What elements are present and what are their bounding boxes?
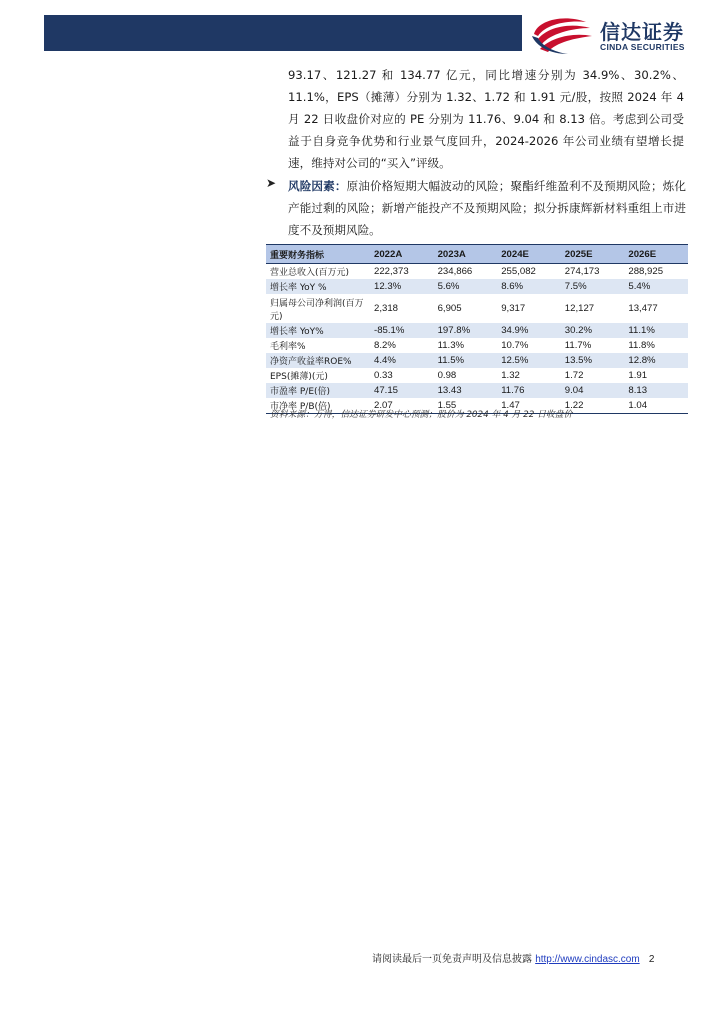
table-cell: 30.2%	[561, 323, 625, 338]
table-cell: 13.43	[434, 383, 498, 398]
row-label: 增长率 YoY%	[266, 323, 370, 338]
row-label: 市盈率 P/E(倍)	[266, 383, 370, 398]
table-cell: 47.15	[370, 383, 434, 398]
row-label: EPS(摊薄)(元)	[270, 372, 328, 382]
table-cell: 9.04	[561, 383, 625, 398]
risk-text: 原油价格短期大幅波动的风险；聚酯纤维盈利不及预期风险；炼化产能过剩的风险；新增产能投产不及预期风险；拟分拆康辉新材料重组上市进度不及预期风险。	[288, 179, 686, 237]
table-cell: 5.6%	[434, 279, 498, 294]
table-row	[266, 279, 688, 294]
table-cell: 12.5%	[497, 353, 561, 368]
table-cell: 11.7%	[564, 340, 592, 351]
table-cell: 8.2%	[374, 340, 396, 351]
table-cell: 8.6%	[497, 279, 561, 294]
table-cell: 11.5%	[434, 353, 498, 368]
table-row	[266, 383, 688, 398]
table-row	[266, 323, 688, 338]
table-cell: 11.1%	[624, 323, 688, 338]
header-bar	[44, 15, 522, 51]
table-cell: 2.07	[370, 398, 434, 414]
table-cell: 8.13	[624, 383, 688, 398]
footer-website-link[interactable]: http://www.cindasc.com	[535, 954, 640, 965]
table-cell: 12.3%	[370, 279, 434, 294]
logo-chinese-name: 信达证券	[600, 20, 684, 44]
page-footer	[372, 950, 654, 965]
table-cell: 1.32	[501, 370, 520, 381]
table-row	[266, 368, 688, 383]
table-header-row	[266, 245, 688, 264]
risk-section	[266, 175, 686, 241]
table-cell: 1.55	[434, 398, 498, 414]
logo-english-name: CINDA SECURITIES	[600, 42, 685, 52]
table-cell: 0.33	[374, 370, 393, 381]
table-row	[266, 294, 688, 323]
table-cell: 288,925	[628, 266, 664, 277]
table-cell: 4.4%	[370, 353, 434, 368]
table-header-cell: 2024E	[497, 245, 561, 264]
table-header-cell: 2026E	[624, 245, 688, 264]
body-paragraph: 93.17、121.27 和 134.77 亿元，同比增速分别为 34.9%、30.2%、11.1%，EPS（摊薄）分别为 1.32、1.72 和 1.91 元/股，按照 2024 年 4 月 22 日收盘价对应的 PE 分别为 11.76、9.04 和 8.13 倍。考虑到公司受益于自身竞争优势和行业景气度回升，2024-2026 年公司业绩有望增长提速，维持对公司的“买入”评级。	[288, 68, 684, 170]
table-header-cell: 重要财务指标	[266, 245, 370, 264]
row-label: 毛利率%	[270, 342, 306, 352]
table-cell: 9,317	[501, 303, 526, 314]
table-cell: 12.8%	[624, 353, 688, 368]
table-cell: 13,477	[628, 303, 658, 314]
table-cell: 274,173	[564, 266, 600, 277]
bullet-arrow-icon: ➤	[266, 176, 277, 190]
table-header-cell: 2023A	[434, 245, 498, 264]
table-cell: 11.8%	[628, 340, 655, 351]
cinda-logo-icon	[528, 12, 596, 56]
table-cell: 34.9%	[497, 323, 561, 338]
financial-indicators-table	[266, 244, 688, 414]
table-cell: 13.5%	[561, 353, 625, 368]
table-cell: 1.22	[561, 398, 625, 414]
row-label: 归属母公司净利润(百万元)	[270, 298, 364, 322]
table-cell: 255,082	[501, 266, 536, 277]
table-cell: 197.8%	[434, 323, 498, 338]
table-row	[266, 353, 688, 368]
table-cell: 0.98	[437, 370, 457, 381]
row-label: 营业总收入(百万元)	[270, 268, 350, 278]
table-cell: 11.3%	[437, 340, 465, 351]
table-header-cell: 2025E	[561, 245, 625, 264]
table-cell: 6,905	[437, 303, 462, 314]
table-cell: 1.72	[564, 370, 584, 381]
table-cell: -85.1%	[370, 323, 434, 338]
row-label: 净资产收益率ROE%	[266, 353, 370, 368]
table-cell: 1.04	[624, 398, 688, 414]
table-cell: 12,127	[564, 303, 595, 314]
table-cell: 1.91	[628, 370, 648, 381]
table-row	[266, 338, 688, 353]
table-cell: 1.47	[497, 398, 561, 414]
row-label: 增长率 YoY %	[266, 279, 370, 294]
source-note: 资料来源：万得，信达证券研发中心预测；股价为 2024 年 4 月 22 日收盘价	[270, 410, 573, 420]
table-row	[266, 264, 688, 280]
row-label: 市净率 P/B(倍)	[266, 398, 370, 414]
table-cell: 234,866	[437, 266, 473, 277]
company-logo	[528, 12, 708, 56]
table-cell: 11.76	[497, 383, 561, 398]
table-cell: 5.4%	[624, 279, 688, 294]
page-number: 2	[648, 954, 655, 965]
risk-title: 风险因素：	[288, 179, 347, 193]
table-cell: 2,318	[374, 303, 399, 314]
table-cell: 7.5%	[561, 279, 625, 294]
risk-text-block	[288, 175, 686, 241]
table-header-cell: 2022A	[370, 245, 434, 264]
footer-disclaimer: 请阅读最后一页免责声明及信息披露	[372, 954, 532, 965]
table-cell: 222,373	[374, 266, 409, 277]
table-cell: 10.7%	[501, 340, 529, 351]
